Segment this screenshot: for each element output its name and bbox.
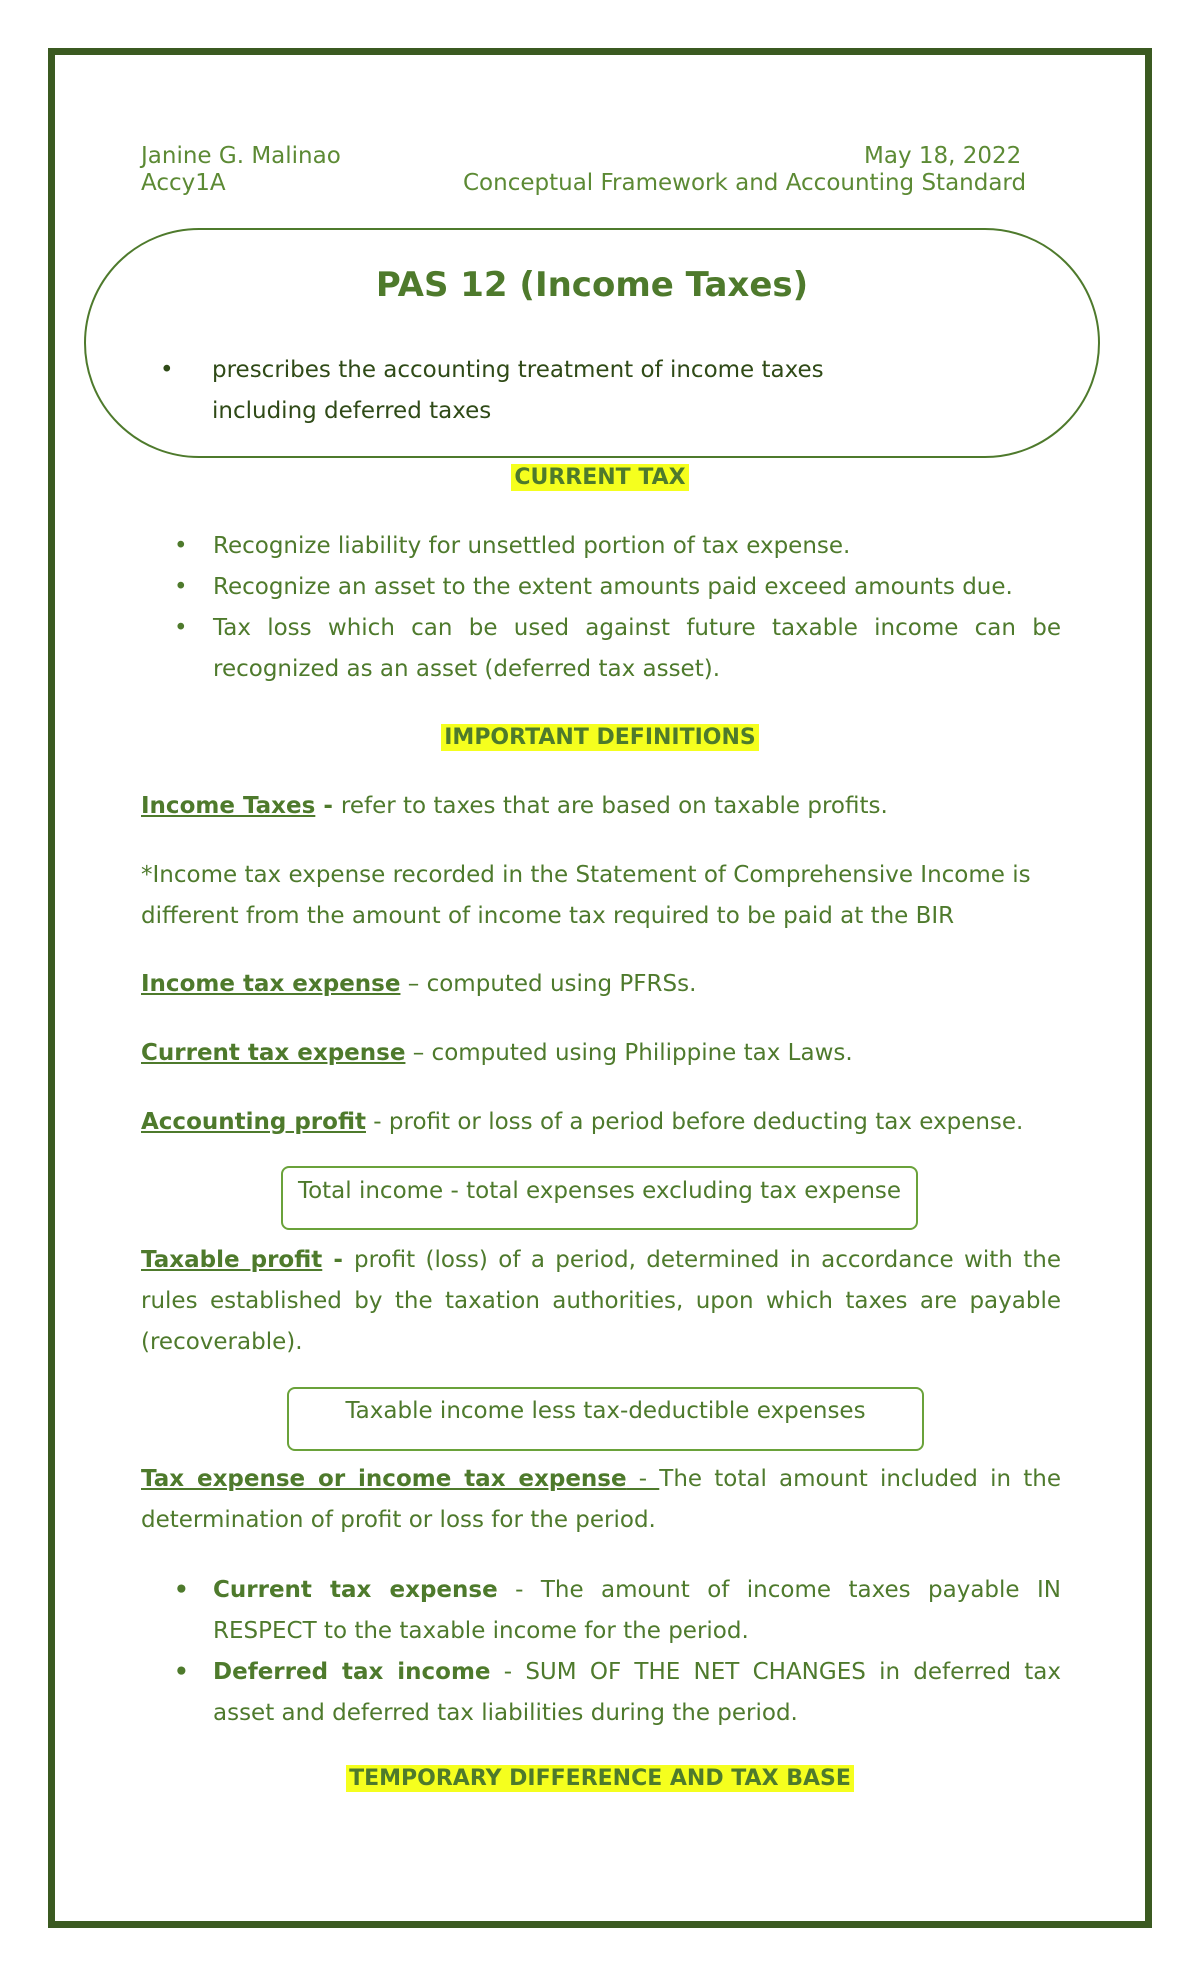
definition-term: Income Taxes (141, 793, 316, 819)
definition-term: Accounting profit (141, 1109, 366, 1135)
definition-text: profit (loss) of a period, determined in accordance with the rules established by the taxation authorities, upon which taxes are payable (recoverable). (141, 1247, 1061, 1355)
definition-current-tax-expense (141, 1033, 1061, 1074)
section-heading-text: CURRENT TAX (511, 464, 688, 491)
list-item (141, 608, 1061, 690)
title-box-bullet-text: prescribes the accounting treatment of income taxes including deferred taxes (212, 357, 824, 424)
author-name: Janine G. Malinao (141, 143, 341, 169)
section-heading-text: TEMPORARY DIFFERENCE AND TAX BASE (346, 1765, 854, 1792)
list-item-text: Recognize an asset to the extent amounts paid exceed amounts due. (213, 574, 1013, 600)
definition-accounting-profit (141, 1102, 1061, 1143)
list-item (141, 567, 1061, 608)
taxable-profit-formula-box: Taxable income less tax-deductible expenses (287, 1387, 924, 1451)
list-item-text: - SUM OF THE NET CHANGES in deferred tax asset and deferred tax liabilities during the period. (213, 1659, 1062, 1726)
definition-text: The total amount included in the determination of profit or loss for the period. (141, 1466, 1061, 1533)
list-item (141, 1652, 1061, 1734)
list-item (141, 526, 1061, 567)
definition-term: Current tax expense (141, 1040, 406, 1066)
document-title: PAS 12 (Income Taxes) (375, 265, 809, 305)
definition-text: – computed using PFRSs. (400, 971, 697, 997)
definition-separator: - (315, 793, 341, 819)
list-item-term: Current tax expense (213, 1577, 498, 1603)
definition-text: refer to taxes that are based on taxable profits. (340, 793, 888, 819)
definition-income-taxes (141, 786, 1061, 827)
section-code: Accy1A (141, 170, 226, 196)
definition-term: Income tax expense (141, 971, 401, 997)
definition-text: - profit or loss of a period before deducting tax expense. (366, 1109, 1024, 1135)
definition-term: Taxable profit (141, 1247, 323, 1273)
section-heading-definitions (0, 725, 1200, 750)
bullet-icon: • (174, 574, 188, 600)
bullet-icon: • (174, 533, 188, 559)
title-box (84, 228, 1100, 458)
bullet-icon: • (174, 1659, 189, 1685)
definition-tax-expense (141, 1459, 1061, 1541)
bullet-icon: • (174, 1577, 189, 1603)
list-item-term: Deferred tax income (213, 1659, 491, 1685)
current-tax-list (141, 526, 1061, 690)
document-date: May 18, 2022 (864, 143, 1022, 169)
title-box-bullet (160, 350, 932, 432)
list-item-text: Recognize liability for unsettled portion of tax expense. (213, 533, 851, 559)
tax-expense-list (141, 1570, 1061, 1734)
list-item-text: Tax loss which can be used against future taxable income can be recognized as an asset (deferred tax asset). (213, 615, 1061, 682)
section-heading-text: IMPORTANT DEFINITIONS (441, 724, 759, 751)
definition-separator: - (626, 1466, 660, 1492)
definition-term: Tax expense or income tax expense (141, 1466, 627, 1492)
income-tax-note: *Income tax expense recorded in the Statement of Comprehensive Income is different from the amount of income tax required to be paid at the BIR (141, 862, 1031, 929)
definition-taxable-profit (141, 1240, 1061, 1363)
section-heading-current-tax (0, 465, 1200, 490)
accounting-profit-formula-box: Total income - total expenses excluding tax expense (281, 1166, 918, 1230)
definition-text: – computed using Philippine tax Laws. (405, 1040, 853, 1066)
section-heading-temporary-difference (0, 1766, 1200, 1791)
definition-income-tax-expense (141, 964, 1061, 1005)
bullet-icon: • (174, 615, 188, 641)
definition-separator: - (322, 1247, 354, 1273)
list-item (141, 1570, 1061, 1652)
list-item-text: - The amount of income taxes payable IN RESPECT to the taxable income for the period. (213, 1577, 1061, 1644)
course-title: Conceptual Framework and Accounting Standard (463, 170, 1027, 196)
bullet-icon: • (160, 357, 174, 383)
